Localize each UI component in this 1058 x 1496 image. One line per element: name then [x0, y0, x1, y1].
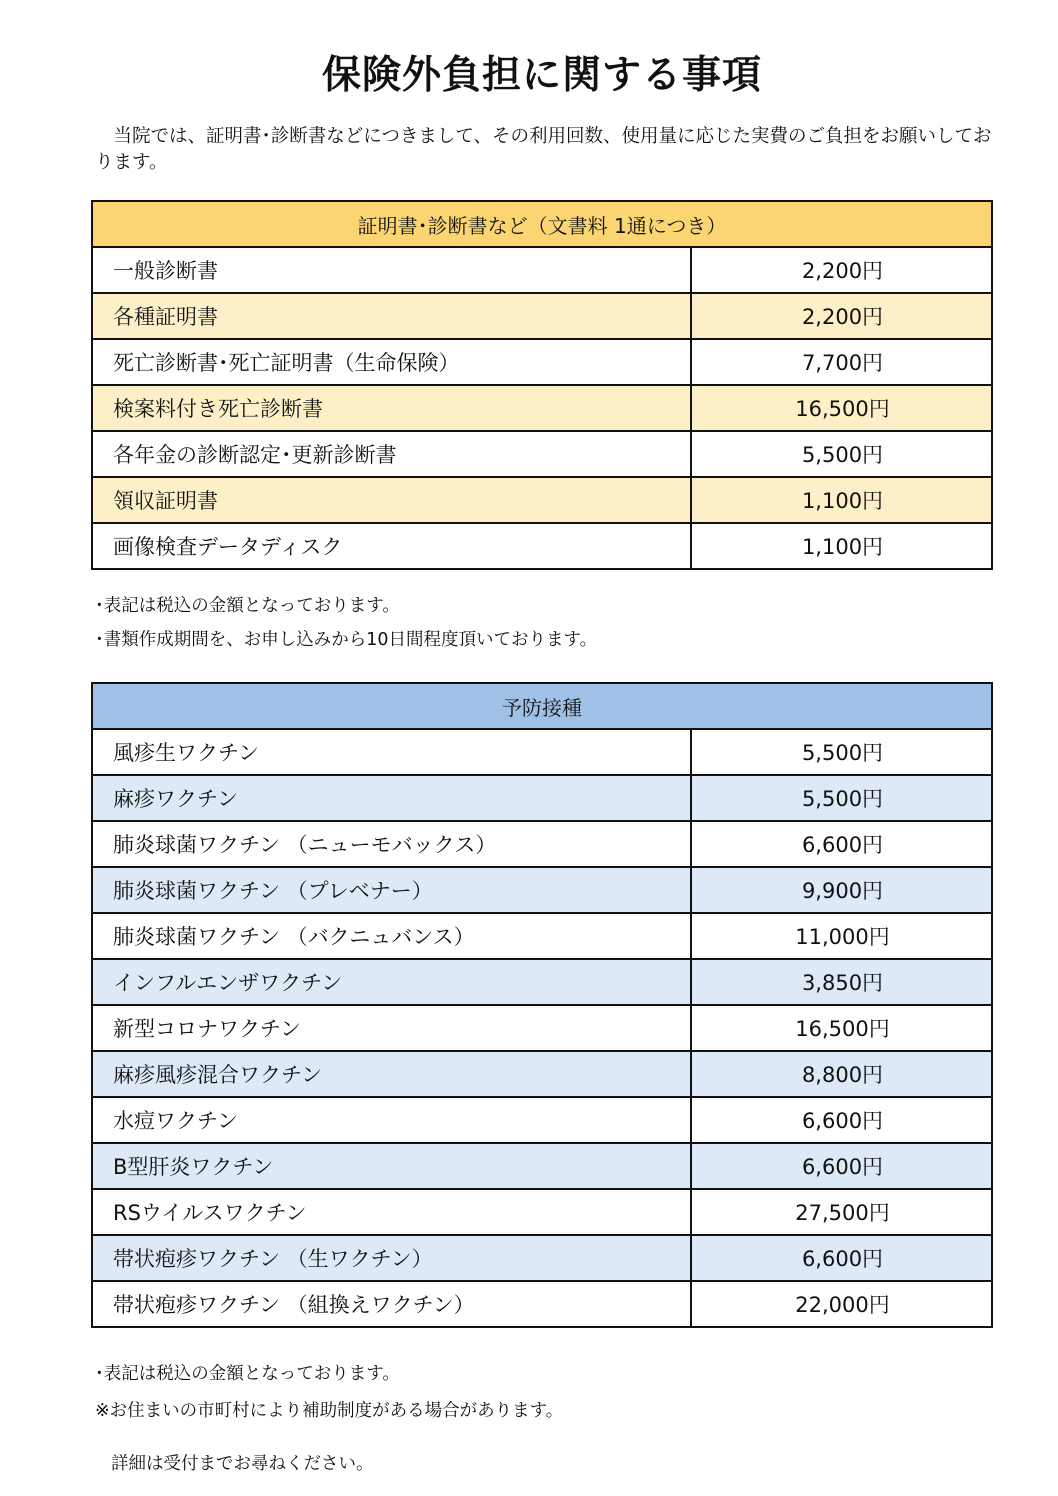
table-row: [92, 247, 992, 293]
table-row: [92, 913, 992, 959]
document-item-name: 一般診断書: [92, 247, 691, 293]
vaccine-price: 22,000円: [691, 1281, 992, 1327]
documents-tax-note: ･表記は税込の金額となっております。: [95, 596, 400, 616]
vaccine-price: 3,850円: [691, 959, 992, 1005]
documents-fee-table: [91, 200, 993, 570]
document-item-name: 画像検査データディスク: [92, 523, 691, 569]
vaccine-name: 帯状疱疹ワクチン （生ワクチン）: [92, 1235, 691, 1281]
vaccine-price: 6,600円: [691, 1143, 992, 1189]
table-row: [92, 339, 992, 385]
document-item-name: 各年金の診断認定･更新診断書: [92, 431, 691, 477]
reception-note: 詳細は受付までお尋ねください。: [111, 1454, 374, 1474]
table-row: [92, 1235, 992, 1281]
document-item-price: 2,200円: [691, 247, 992, 293]
vaccine-name: 麻疹風疹混合ワクチン: [92, 1051, 691, 1097]
document-item-price: 2,200円: [691, 293, 992, 339]
documents-header: 証明書･診断書など（文書料 1通につき）: [92, 201, 992, 247]
table-row: [92, 431, 992, 477]
table-row: [92, 821, 992, 867]
vaccine-price: 16,500円: [691, 1005, 992, 1051]
table-row: [92, 959, 992, 1005]
table-row: [92, 867, 992, 913]
document-item-name: 検案料付き死亡診断書: [92, 385, 691, 431]
document-item-name: 死亡診断書･死亡証明書（生命保険）: [92, 339, 691, 385]
vaccine-name: 帯状疱疹ワクチン （組換えワクチン）: [92, 1281, 691, 1327]
vaccination-fee-table: [91, 682, 993, 1328]
table-row: [92, 1143, 992, 1189]
table-row: [92, 477, 992, 523]
vaccine-name: 新型コロナワクチン: [92, 1005, 691, 1051]
vaccine-name: 麻疹ワクチン: [92, 775, 691, 821]
vaccine-price: 5,500円: [691, 775, 992, 821]
vaccine-name: 風疹生ワクチン: [92, 729, 691, 775]
vaccine-name: インフルエンザワクチン: [92, 959, 691, 1005]
table-row: [92, 729, 992, 775]
table-row: [92, 775, 992, 821]
table-row: [92, 1097, 992, 1143]
vaccination-header: 予防接種: [92, 683, 992, 729]
vaccine-name: B型肝炎ワクチン: [92, 1143, 691, 1189]
table-row: [92, 293, 992, 339]
vaccine-price: 5,500円: [691, 729, 992, 775]
vaccine-price: 6,600円: [691, 821, 992, 867]
table-row: [92, 1051, 992, 1097]
vaccination-tax-note: ･表記は税込の金額となっております。: [95, 1364, 400, 1384]
vaccine-price: 11,000円: [691, 913, 992, 959]
intro-text: 当院では、証明書･診断書などにつきまして、その利用回数、使用量に応じた実費のご負担をお願いしております。: [95, 126, 992, 173]
document-item-price: 5,500円: [691, 431, 992, 477]
vaccine-name: 肺炎球菌ワクチン （ニューモバックス）: [92, 821, 691, 867]
vaccine-price: 6,600円: [691, 1235, 992, 1281]
vaccination-header-row: [92, 683, 992, 729]
document-item-price: 16,500円: [691, 385, 992, 431]
subsidy-note: ※お住まいの市町村により補助制度がある場合があります。: [95, 1401, 564, 1421]
vaccine-name: 肺炎球菌ワクチン （プレベナー）: [92, 867, 691, 913]
vaccine-price: 6,600円: [691, 1097, 992, 1143]
table-row: [92, 1281, 992, 1327]
vaccine-name: RSウイルスワクチン: [92, 1189, 691, 1235]
document-item-price: 1,100円: [691, 477, 992, 523]
vaccine-name: 肺炎球菌ワクチン （バクニュバンス）: [92, 913, 691, 959]
table-row: [92, 385, 992, 431]
documents-header-row: [92, 201, 992, 247]
document-item-name: 各種証明書: [92, 293, 691, 339]
table-row: [92, 1005, 992, 1051]
table-row: [92, 1189, 992, 1235]
documents-period-note: ･書類作成期間を、お申し込みから10日間程度頂いております。: [95, 630, 598, 650]
document-item-price: 1,100円: [691, 523, 992, 569]
vaccine-name: 水痘ワクチン: [92, 1097, 691, 1143]
vaccine-price: 9,900円: [691, 867, 992, 913]
vaccine-price: 8,800円: [691, 1051, 992, 1097]
document-item-name: 領収証明書: [92, 477, 691, 523]
document-item-price: 7,700円: [691, 339, 992, 385]
vaccine-price: 27,500円: [691, 1189, 992, 1235]
page-title: 保険外負担に関する事項: [321, 53, 762, 98]
table-row: [92, 523, 992, 569]
